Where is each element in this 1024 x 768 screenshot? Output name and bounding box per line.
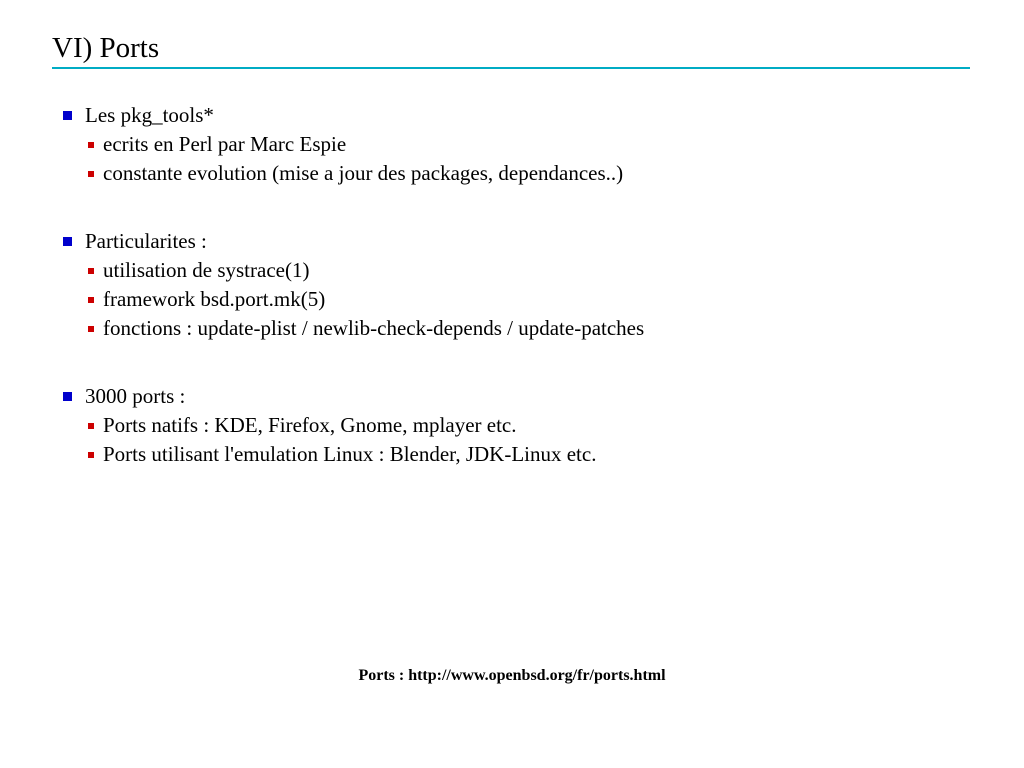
bullet-group	[0, 382, 1024, 469]
sub-bullet-text: ecrits en Perl par Marc Espie	[103, 132, 347, 156]
sub-bullet-text: Ports utilisant l'emulation Linux : Blender, JDK-Linux etc.	[103, 442, 597, 466]
square-subbullet-icon	[88, 326, 94, 332]
bullet-text: Les pkg_tools*	[85, 103, 214, 127]
square-subbullet-icon	[88, 171, 94, 177]
square-subbullet-icon	[88, 142, 94, 148]
sub-bullet-item	[0, 411, 1024, 440]
sub-bullet-text: Ports natifs : KDE, Firefox, Gnome, mplayer etc.	[103, 413, 517, 437]
square-subbullet-icon	[88, 423, 94, 429]
slide-body	[0, 101, 1024, 508]
bullet-text: 3000 ports :	[85, 384, 186, 408]
sub-bullet-item	[0, 314, 1024, 343]
bullet-group	[0, 101, 1024, 188]
bullet-group	[0, 227, 1024, 343]
sub-bullet-item	[0, 159, 1024, 188]
sub-bullet-item	[0, 256, 1024, 285]
sub-bullet-text: constante evolution (mise a jour des packages, dependances..)	[103, 161, 624, 185]
square-subbullet-icon	[88, 297, 94, 303]
bullet-item	[0, 101, 1024, 130]
bullet-text: Particularites :	[85, 229, 207, 253]
title-underline	[52, 67, 970, 69]
bullet-item	[0, 227, 1024, 256]
sub-bullet-item	[0, 285, 1024, 314]
page-title: VI) Ports	[52, 32, 160, 64]
sub-bullet-item	[0, 440, 1024, 469]
bullet-item	[0, 382, 1024, 411]
square-subbullet-icon	[88, 268, 94, 274]
sub-bullet-text: framework bsd.port.mk(5)	[103, 287, 326, 311]
sub-bullet-text: utilisation de systrace(1)	[103, 258, 310, 282]
square-bullet-icon	[63, 111, 72, 120]
footer-url-text: Ports : http://www.openbsd.org/fr/ports.html	[358, 667, 666, 684]
square-subbullet-icon	[88, 452, 94, 458]
square-bullet-icon	[63, 237, 72, 246]
sub-bullet-item	[0, 130, 1024, 159]
square-bullet-icon	[63, 392, 72, 401]
sub-bullet-text: fonctions : update-plist / newlib-check-depends / update-patches	[103, 316, 645, 340]
